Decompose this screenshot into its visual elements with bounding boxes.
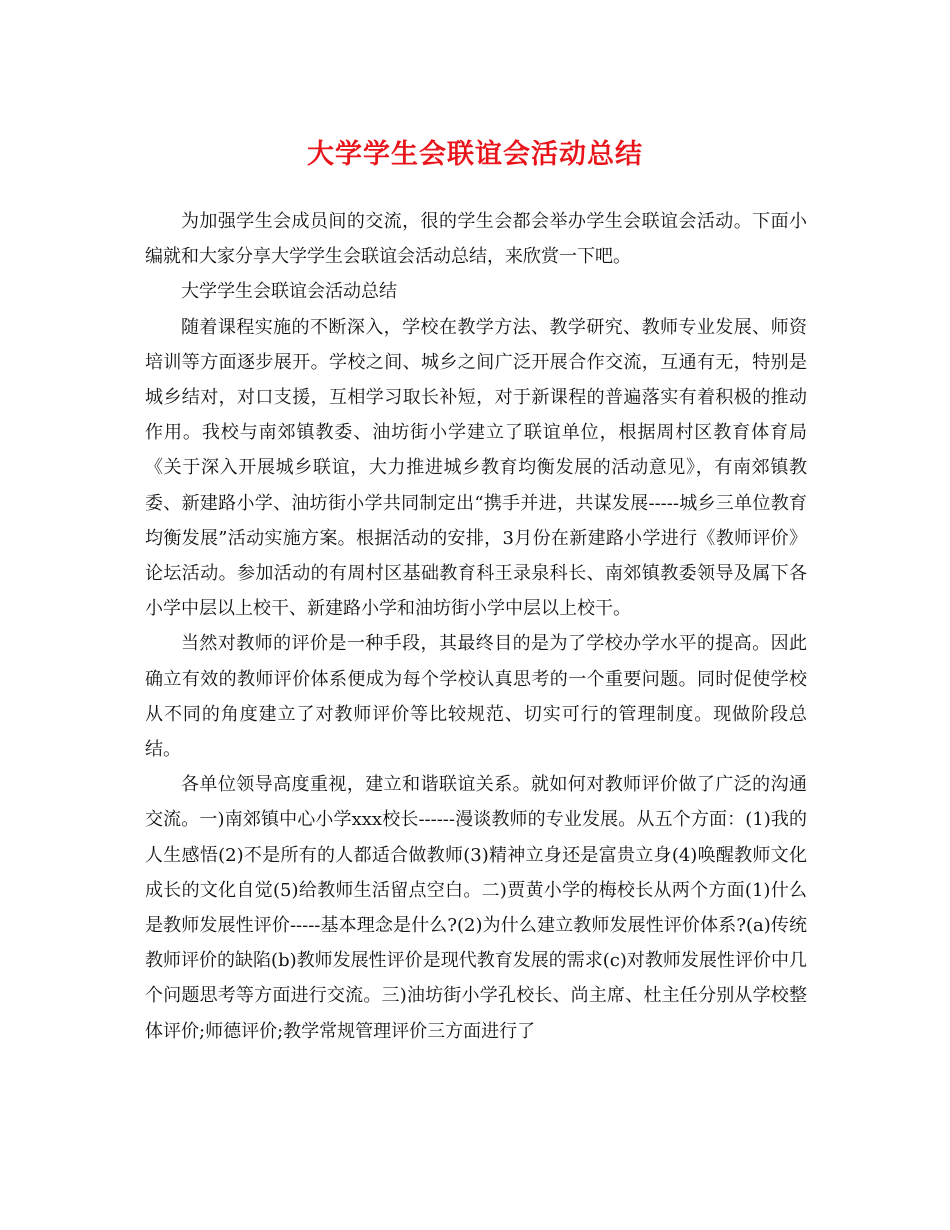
document-body (145, 204, 807, 1049)
intro-paragraph: 为加强学生会成员间的交流，很的学生会都会举办学生会联谊会活动。下面小编就和大家分享大学学生会联谊会活动总结，来欣赏一下吧。 (145, 211, 807, 268)
document-title: 大学学生会联谊会活动总结 (307, 139, 643, 170)
body-paragraph-1: 随着课程实施的不断深入，学校在教学方法、教学研究、教师专业发展、师资培训等方面逐步展开。学校之间、城乡之间广泛开展合作交流，互通有无，特别是城乡结对，对口支援，互相学习取长补短，对于新课程的普遍落实有着积极的推动作用。我校与南郊镇教委、油坊街小学建立了联谊单位，根据周村区教育体育局《关于深入开展城乡联谊，大力推进城乡教育均衡发展的活动意见》，有南郊镇教委、新建路小学、油坊街小学共同制定出“携手并进，共谋发展-----城乡三单位教育均衡发展”活动实施方案。根据活动的安排，3月份在新建路小学进行《教师评价》论坛活动。参加活动的有周村区基础教育科王录泉科长、南郊镇教委领导及属下各小学中层以上校干、新建路小学和油坊街小学中层以上校干。 (145, 316, 807, 620)
body-paragraph-3: 各单位领导高度重视，建立和谐联谊关系。就如何对教师评价做了广泛的沟通交流。一)南郊镇中心小学xxx校长------漫谈教师的专业发展。从五个方面：(1)我的人生感悟(2)不是所有的人都适合做教师(3)精神立身还是富贵立身(4)唤醒教师文化成长的文化自觉(5)给教师生活留点空白。二)贾黄小学的梅校长从两个方面(1)什么是教师发展性评价-----基本理念是什么?(2)为什么建立教师发展性评价体系?(a)传统教师评价的缺陷(b)教师发展性评价是现代教育发展的需求(c)对教师发展性评价中几个问题思考等方面进行交流。三)油坊街小学孔校长、尚主席、杜主任分别从学校整体评价;师德评价;教学常规管理评价三方面进行了 (145, 774, 807, 1042)
body-paragraph-2: 当然对教师的评价是一种手段，其最终目的是为了学校办学水平的提高。因此确立有效的教师评价体系便成为每个学校认真思考的一个重要问题。同时促使学校从不同的角度建立了对教师评价等比较规范、切实可行的管理制度。现做阶段总结。 (145, 633, 807, 761)
section-heading: 大学学生会联谊会活动总结 (181, 281, 397, 303)
